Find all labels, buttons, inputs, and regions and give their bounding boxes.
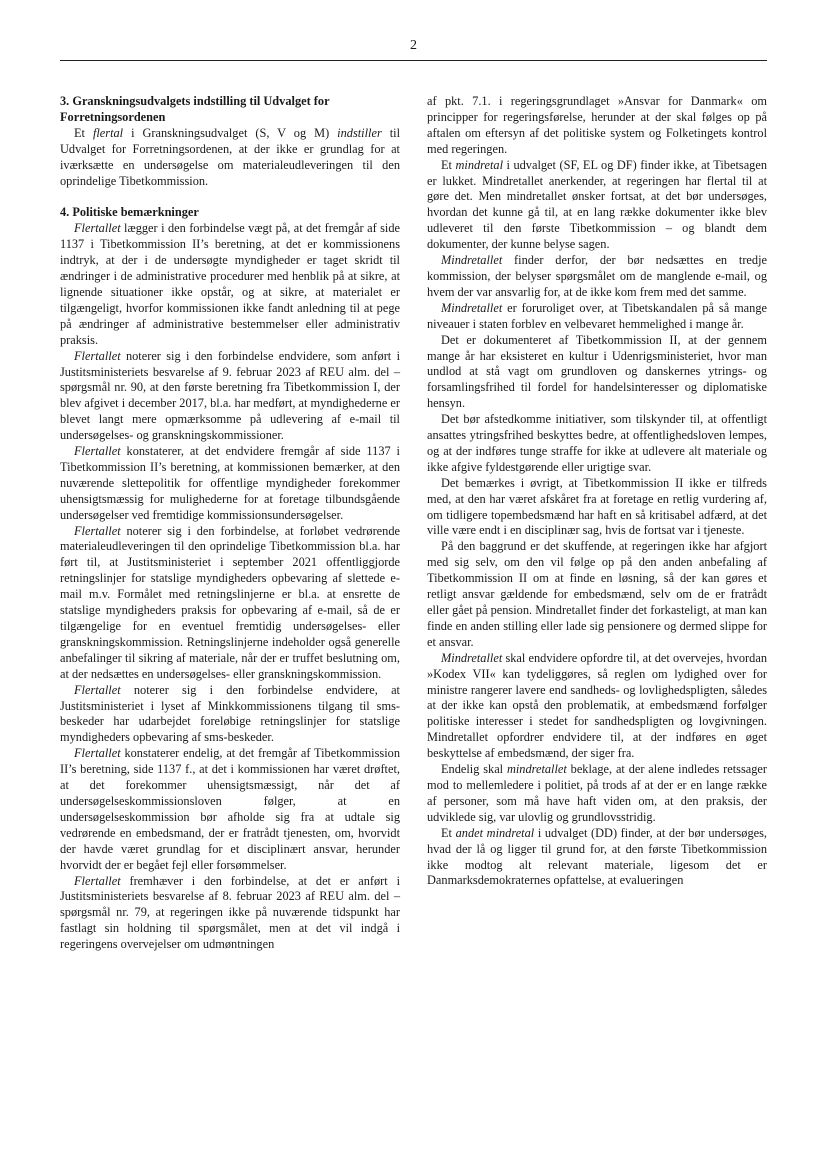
- paragraph: Endelig skal mindretallet beklage, at der alene indledes retssager mod to mellemledere i politiet, på trods af at der er en lange række af personer, som må have haft viden om, at den praksis, der udviklede sig, var ulovlig og grundlovsstridig.: [427, 762, 767, 824]
- paragraph: Det bør afstedkomme initiativer, som tilskynder til, at offentligt ansattes ytringsfrihed beskyttes bedre, at offentlighedsloven lempes, og at der indføres tunge straffe for ikke at udlevere alt materiale og ikke afgive fyldestgørende eller urigtige svar.: [427, 412, 767, 474]
- paragraph: Et andet mindretal i udvalget (DD) finder, at der bør undersøges, hvad der lå og ligger til grund for, at den første Tibetkommission ikke modtog alt relevant materiale, ligesom det er Danmarksdemokraternes opfattelse, at evalueringen: [427, 825, 767, 888]
- paragraph: Flertallet konstaterer endelig, at det fremgår af Tibetkommission II’s beretning, side 1137 f., at det i kommissionen har været drøftet, at det forekommer uhensigtsmæssigt, når det af undersøgelseskommissionsloven følger, at en undersøgelseskommission bør afholde sig fra at udtale sig vedrørende en embedsmand, der er fratrådt tjenesten, om, hvorvidt der havde været grundlag for et disciplinært ansvar, herunder hvorvidt der er begået fejl eller forsømmelser.: [60, 746, 400, 872]
- right-column: [427, 94, 767, 889]
- left-column: [60, 94, 400, 953]
- paragraph: Flertallet konstaterer, at det endvidere fremgår af side 1137 i Tibetkommission II’s beretning, at kommissionen bemærker, at den nuværende slettepolitik for offentlige myndigheder forekommer uhensigtsmæssig for mulighederne for at foretage tilbundsgående undersøgelser ved fremtidige kommissionsundersøgelser.: [60, 444, 400, 522]
- paragraph: Mindretallet skal endvidere opfordre til, at det overvejes, hvordan »Kodex VII« kan tydeliggøres, så reglen om lydighed over for ministre rangerer lavere end sandheds- og lovlighedspligten, således at der ikke kan opstå den problematik, at embedsmænd forfølger politiske interesser i stedet for sandhedspligten og lovgivningen. Mindretallet opfordrer endvidere til, at der indføres en øget beskyttelse af embedsmænd, der siger fra.: [427, 650, 767, 761]
- paragraph: Mindretallet er foruroliget over, at Tibetskandalen på så mange niveauer i staten forblev en velbevaret hemmelighed i mange år.: [427, 300, 767, 331]
- paragraph: Flertallet lægger i den forbindelse vægt på, at det fremgår af side 1137 i Tibetkommission II’s beretning, at det er kommissionens indtryk, at der i de undersøgte myndigheder er taget skridt til ændringer i de administrative procedurer med henblik på at sikre, at lignende situationer ikke opstår, og at sikre, at materialet er tilgængeligt, hvorfor kommissionen ikke fandt anledning til at pege på ændringer af administrative bestemmelser eller administrativ praksis.: [60, 221, 400, 347]
- paragraph: Flertallet noterer sig i den forbindelse endvidere, at Justitsministeriet i lyset af Minkkommissionens tilgang til sms-beskeder har udarbejdet foreløbige retningslinjer for statslige myndigheders opbevaring af sms-beskeder.: [60, 682, 400, 745]
- paragraph: På den baggrund er det skuffende, at regeringen ikke har afgjort med sig selv, om den vil følge op på den anden anbefaling af Tibetkommission II om at finde en løsning, så der kan gøres et retligt ansvar gældende for embedsmænd, selv om de er fratrådt eller gået på pension. Mindretallet finder det forkasteligt, at man kan finde en anden stilling eller lade sig pensionere og dermed slippe for et ansvar.: [427, 539, 767, 649]
- section-3-paragraph: Et flertal i Granskningsudvalget (S, V og M) indstiller til Udvalget for Forretningsordenen, at der ikke er grundlag for at iværksætte en undersøgelse om materialeudleveringen til den oprindelige Tibetkommission.: [60, 125, 401, 188]
- paragraph: Det er dokumenteret af Tibetkommission II, at der gennem mange år har eksisteret en kultur i Udenrigsministeriet, hvor man undlod at stå vagt om grundloven og danskernes ytrings- og forsamlingsfrihed til fordel for handelsinteresser og diplomatiske hensyn.: [427, 332, 767, 411]
- paragraph: Flertallet noterer sig i den forbindelse endvidere, som anført i Justitsministeriets besvarelse af 9. februar 2023 af REU alm. del – spørgsmål nr. 90, at den første beretning fra Tibetkommission I, der blev afgivet i december 2017, bl.a. har medført, at myndighederne er blevet langt mere opmærksomme på udlevering af e-mail til undersøgelses- og granskningskommissioner.: [60, 348, 401, 443]
- paragraph: af pkt. 7.1. i regeringsgrundlaget »Ansvar for Danmark« om principper for regeringsførelse, herunder at der skal følges op på aftalen om eftersyn af det politiske system og Folketingets kontrol med regeringen.: [427, 94, 767, 156]
- section-4-heading: 4. Politiske bemærkninger: [60, 205, 199, 220]
- header-rule: [60, 60, 767, 61]
- paragraph: Flertallet noterer sig i den forbindelse, at forløbet vedrørende materialeudleveringen til den oprindelige Tibetkommission bl.a. har ført til, at Justitsministeriet i september 2021 offentliggjorde retningslinjer for statslige myndigheders opbevaring af slettede e-mail m.v. Formålet med retningslinjerne er bl.a. at ensrette de statslige myndigheders praksis for opbevaring af e-mail, så de er tilgængelige for en eventuel fremtidig undersøgelses- eller granskningskommission. Retningslinjerne indeholder også generelle anbefalinger til sikring af materiale, når der er truffet beslutning om, at der nedsættes en undersøgelses- eller granskningskommission.: [60, 523, 400, 681]
- paragraph: Det bemærkes i øvrigt, at Tibetkommission II ikke er tilfreds med, at den har været afskåret fra at foretage en retlig vurdering af, om tidligere topembedsmænd har haft en så kritisabel adfærd, at det ville være endt i en disciplinær sag, hvis de fortsat var i tjeneste.: [427, 475, 767, 538]
- paragraph: Flertallet fremhæver i den forbindelse, at det er anført i Justitsministeriets besvarelse af 8. februar 2023 af REU alm. del – spørgsmål nr. 79, at regeringen ikke på nuværende tidspunkt har fastlagt sin holdning til spørgsmålet, men at det vil indgå i regeringens overvejelser om udmøntningen: [60, 873, 400, 952]
- section-3-heading: 3. Granskningsudvalgets indstilling til Udvalget for Forretningsordenen: [60, 94, 330, 124]
- paragraph: Mindretallet finder derfor, der bør nedsættes en tredje kommission, der belyser spørgsmålet om de manglende e-mail, og hvem der var ansvarlig for, at de ikke kom frem med det samme.: [427, 253, 767, 299]
- paragraph: Et mindretal i udvalget (SF, EL og DF) finder ikke, at Tibetsagen er lukket. Mindretallet anerkender, at regeringen har flertal til at gøre det. Men mindretallet ønsker fortsat, at det bør undersøges, hvordan det kunne gå til, at en lang række dokumenter ikke blev udleveret til den første Tibetkommission – og blandt dem dokumenter, der kunne belyse sagen.: [427, 157, 767, 252]
- page-number: 2: [410, 38, 417, 53]
